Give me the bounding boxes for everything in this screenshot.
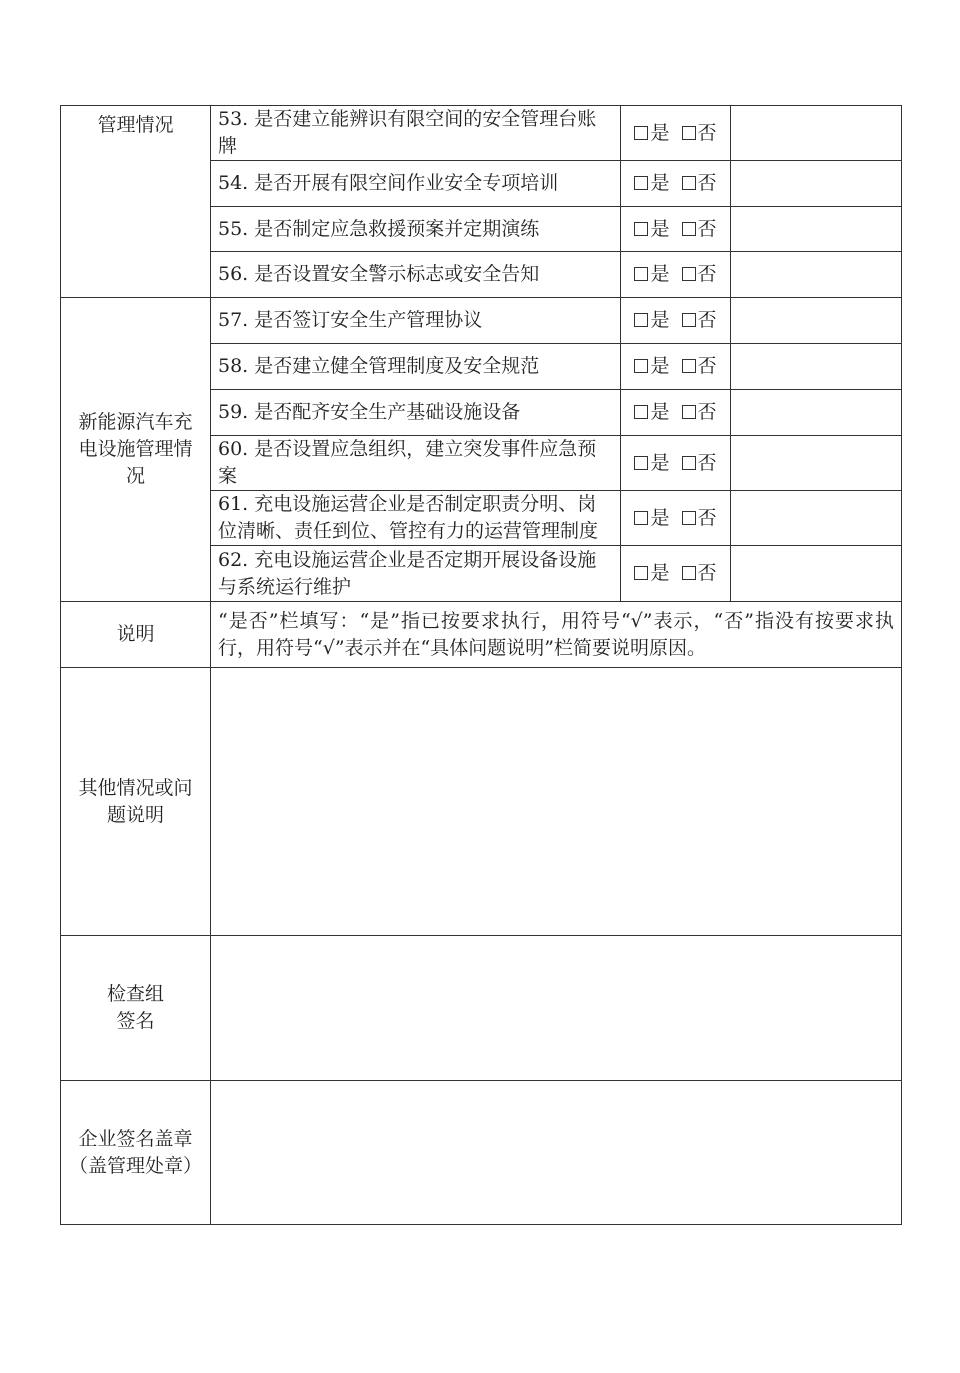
item-53: 53. 是否建立能辨识有限空间的安全管理台账牌 xyxy=(211,106,621,161)
inspection-checklist-table xyxy=(60,105,902,1225)
yes-checkbox[interactable] xyxy=(634,399,669,426)
yes-label: 是 xyxy=(650,172,670,194)
inspection-team-signature-label xyxy=(61,936,211,1081)
checkbox-square-icon xyxy=(634,267,648,281)
no-label: 否 xyxy=(697,506,717,529)
yes-no-cell xyxy=(621,546,731,602)
label-line: 检查组 xyxy=(106,983,164,1005)
yes-checkbox[interactable] xyxy=(634,307,669,334)
yes-label: 是 xyxy=(650,309,670,331)
remark-cell[interactable] xyxy=(731,436,902,491)
yes-label: 是 xyxy=(650,562,670,584)
remark-cell[interactable] xyxy=(731,546,902,602)
yes-label: 是 xyxy=(650,355,670,377)
yes-no-cell xyxy=(621,207,731,252)
table-row xyxy=(61,668,902,936)
yes-no-cell xyxy=(621,491,731,546)
enterprise-seal-area[interactable] xyxy=(211,1081,902,1225)
checkbox-square-icon xyxy=(634,405,648,419)
yes-checkbox[interactable] xyxy=(634,170,669,197)
label-line: 题说明 xyxy=(106,803,164,826)
label-line: 其他情况或问 xyxy=(78,776,193,799)
item-61: 61. 充电设施运营企业是否制定职责分明、岗位清晰、责任到位、管控有力的运营管理制度 xyxy=(211,491,621,546)
yes-checkbox[interactable] xyxy=(634,560,669,587)
note-text: “是否”栏填写：“是”指已按要求执行，用符号“√”表示，“否”指没有按要求执行，用符号“√”表示并在“具体问题说明”栏简要说明原因。 xyxy=(211,602,902,668)
no-label: 否 xyxy=(697,451,717,474)
no-label: 否 xyxy=(697,172,717,194)
no-checkbox[interactable] xyxy=(682,307,717,334)
checkbox-square-icon xyxy=(634,566,648,580)
no-checkbox[interactable] xyxy=(682,560,717,587)
no-label: 否 xyxy=(697,355,717,377)
yes-label: 是 xyxy=(650,401,670,423)
checkbox-square-icon xyxy=(634,222,648,236)
no-checkbox[interactable] xyxy=(682,505,717,532)
yes-label: 是 xyxy=(650,217,670,240)
item-59: 59. 是否配齐安全生产基础设施设备 xyxy=(211,390,621,436)
table-row xyxy=(61,936,902,1081)
no-checkbox[interactable] xyxy=(682,261,717,288)
no-label: 否 xyxy=(697,121,717,144)
item-57: 57. 是否签订安全生产管理协议 xyxy=(211,298,621,344)
item-54: 54. 是否开展有限空间作业安全专项培训 xyxy=(211,161,621,207)
yes-checkbox[interactable] xyxy=(634,450,669,477)
checkbox-square-icon xyxy=(634,126,648,140)
yes-checkbox[interactable] xyxy=(634,353,669,380)
checkbox-square-icon xyxy=(634,359,648,373)
category-cell-management xyxy=(61,106,211,298)
checkbox-square-icon xyxy=(682,222,696,236)
category-label-line: 新能源汽车充 xyxy=(78,411,193,433)
yes-checkbox[interactable] xyxy=(634,505,669,532)
no-label: 否 xyxy=(697,401,717,423)
no-checkbox[interactable] xyxy=(682,450,717,477)
inspection-team-signature-area[interactable] xyxy=(211,936,902,1081)
table-row xyxy=(61,298,902,344)
checkbox-square-icon xyxy=(682,456,696,470)
label-line: 企业签名盖章 xyxy=(78,1127,193,1150)
remark-cell[interactable] xyxy=(731,298,902,344)
category-label-line: 况 xyxy=(125,465,145,487)
checkbox-square-icon xyxy=(682,405,696,419)
note-label: 说明 xyxy=(61,602,211,668)
table-row xyxy=(61,106,902,161)
table-row xyxy=(61,602,902,668)
yes-no-cell xyxy=(621,344,731,390)
yes-label: 是 xyxy=(650,263,670,285)
item-62: 62. 充电设施运营企业是否定期开展设备设施与系统运行维护 xyxy=(211,546,621,602)
checkbox-square-icon xyxy=(682,359,696,373)
checkbox-square-icon xyxy=(682,267,696,281)
item-55: 55. 是否制定应急救援预案并定期演练 xyxy=(211,207,621,252)
no-checkbox[interactable] xyxy=(682,399,717,426)
checkbox-square-icon xyxy=(634,176,648,190)
checkbox-square-icon xyxy=(682,313,696,327)
no-checkbox[interactable] xyxy=(682,353,717,380)
item-58: 58. 是否建立健全管理制度及安全规范 xyxy=(211,344,621,390)
yes-no-cell xyxy=(621,252,731,298)
no-checkbox[interactable] xyxy=(682,170,717,197)
checkbox-square-icon xyxy=(634,456,648,470)
checkbox-square-icon xyxy=(634,313,648,327)
checkbox-square-icon xyxy=(682,176,696,190)
category-cell-ev-charging xyxy=(61,298,211,602)
label-line: （盖管理处章） xyxy=(68,1154,202,1177)
remark-cell[interactable] xyxy=(731,161,902,207)
yes-no-cell xyxy=(621,106,731,161)
checkbox-square-icon xyxy=(682,511,696,525)
yes-no-cell xyxy=(621,298,731,344)
yes-checkbox[interactable] xyxy=(634,120,669,147)
category-label: 管理情况 xyxy=(97,114,174,136)
yes-checkbox[interactable] xyxy=(634,261,669,288)
yes-no-cell xyxy=(621,161,731,207)
yes-label: 是 xyxy=(650,506,670,529)
remark-cell[interactable] xyxy=(731,344,902,390)
yes-label: 是 xyxy=(650,451,670,474)
table-row xyxy=(61,1081,902,1225)
enterprise-seal-label xyxy=(61,1081,211,1225)
remark-cell[interactable] xyxy=(731,252,902,298)
remark-cell[interactable] xyxy=(731,491,902,546)
checkbox-square-icon xyxy=(682,126,696,140)
no-label: 否 xyxy=(697,263,717,285)
checkbox-square-icon xyxy=(682,566,696,580)
item-60: 60. 是否设置应急组织，建立突发事件应急预案 xyxy=(211,436,621,491)
yes-no-cell xyxy=(621,436,731,491)
other-issues-label xyxy=(61,668,211,936)
remark-cell[interactable] xyxy=(731,207,902,252)
remark-cell[interactable] xyxy=(731,390,902,436)
other-issues-input-area[interactable] xyxy=(211,668,902,936)
no-checkbox[interactable] xyxy=(682,120,717,147)
no-label: 否 xyxy=(697,562,717,584)
label-line: 签名 xyxy=(116,1010,155,1032)
category-label-line: 电设施管理情 xyxy=(78,438,193,460)
no-label: 否 xyxy=(697,309,717,331)
item-56: 56. 是否设置安全警示标志或安全告知 xyxy=(211,252,621,298)
yes-label: 是 xyxy=(650,121,670,144)
yes-no-cell xyxy=(621,390,731,436)
remark-cell[interactable] xyxy=(731,106,902,161)
no-label: 否 xyxy=(697,217,717,240)
no-checkbox[interactable] xyxy=(682,216,717,243)
checkbox-square-icon xyxy=(634,511,648,525)
yes-checkbox[interactable] xyxy=(634,216,669,243)
